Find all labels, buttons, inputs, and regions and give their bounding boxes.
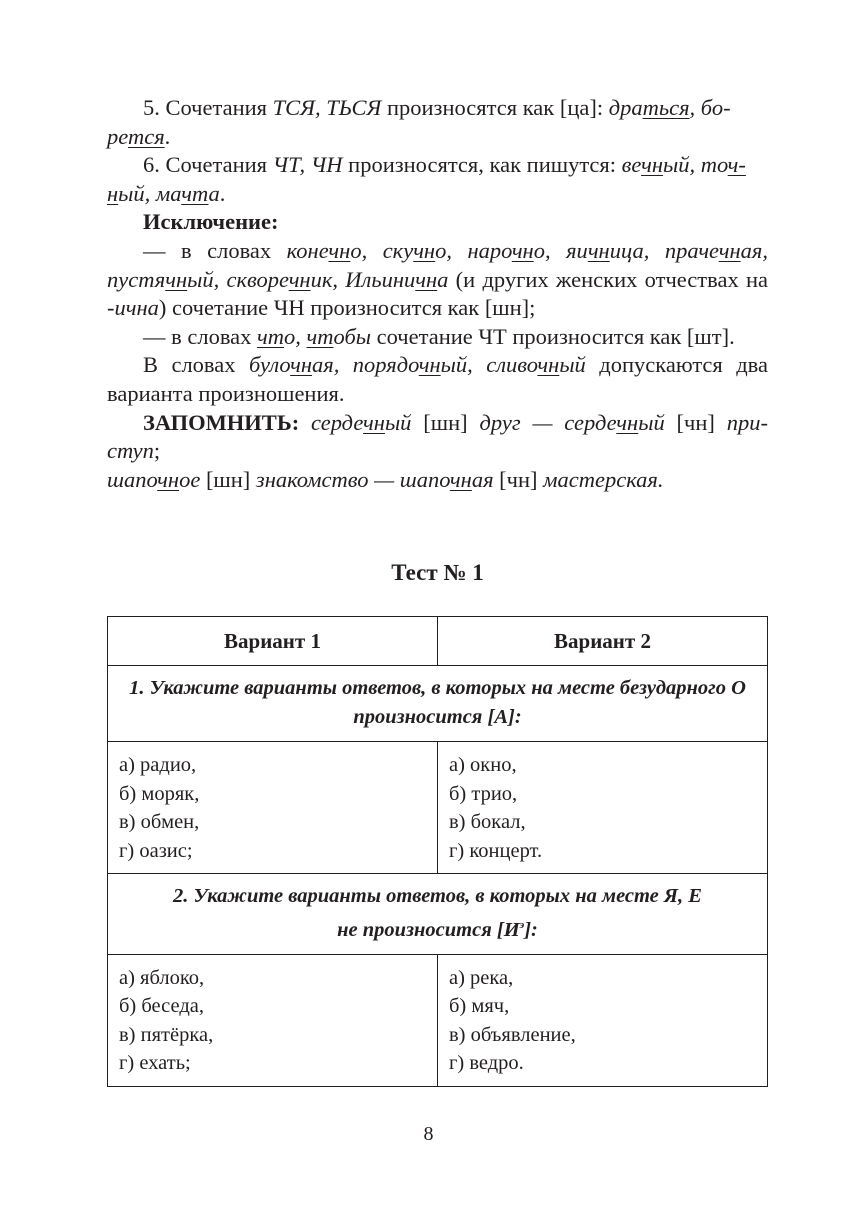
list-item: а) яблоко, (119, 966, 205, 989)
list-item: а) радио, (119, 754, 197, 776)
answers-v1-q1 (108, 742, 438, 874)
rule-7: В словах булочная, порядочный, сливочный допускаются два варианта произношения. (107, 352, 768, 406)
list-item: в) пятёрка, (119, 1023, 214, 1046)
col-variant-1: Вариант 1 (108, 617, 438, 666)
answer-row (108, 742, 768, 874)
remember-1: ЗАПОМНИТЬ: сердечный [шн] друг — сердечный [чн] при-ступ; (107, 409, 769, 464)
test-title: Тест № 1 (391, 560, 484, 585)
list-item: г) ехать; (119, 1052, 191, 1075)
list-item: в) бокал, (449, 811, 526, 833)
answers-v2-q1 (438, 742, 768, 874)
page-number: 8 (423, 1123, 434, 1145)
exception-heading: Исключение: (143, 209, 279, 235)
list-item: г) концерт. (449, 839, 543, 862)
test-table (107, 616, 768, 1087)
header-row (108, 617, 768, 666)
answers-v1-q2 (108, 954, 438, 1086)
remember-2: шапочное [шн] знакомство — шапочная [чн] мастерская. (107, 466, 664, 492)
list-item: г) оазис; (119, 839, 193, 862)
list-item: а) окно, (449, 754, 517, 776)
question-row (108, 666, 768, 742)
rule-5: 5. Сочетания ТСЯ, ТЬСЯ произносятся как [ца]: драться, бо- рется. (107, 95, 731, 149)
text-body (107, 94, 768, 494)
exception-2: — в словах что, чтобы сочетание ЧТ произносится как [шт]. (143, 323, 735, 349)
rule-6: 6. Сочетания ЧТ, ЧН произносятся, как пишутся: вечный, точ- ный, мачта. (107, 152, 746, 206)
question-2: 2. Укажите варианты ответов, в которых на месте Я, Е не произносится $[И^э]$: (108, 874, 768, 955)
question-1: 1. Укажите варианты ответов, в которых на месте безударного О произносится [А]: (108, 666, 768, 742)
question-row (108, 874, 768, 955)
list-item: г) ведро. (449, 1052, 524, 1075)
list-item: б) моряк, (119, 782, 200, 805)
list-item: в) обмен, (119, 811, 200, 833)
answer-row (108, 954, 768, 1086)
list-item: б) трио, (449, 782, 518, 805)
answers-v2-q2 (438, 954, 768, 1086)
list-item: б) беседа, (119, 995, 204, 1018)
list-item: б) мяч, (449, 995, 510, 1018)
list-item: в) объявление, (449, 1023, 576, 1046)
exception-1: — в словах конечно, скучно, нарочно, яичница, прачечная, пустячный, скворечник, Ильинична (и других женских отчествах на -ична) сочетание ЧН произносится как [шн]; (107, 237, 768, 321)
col-variant-2: Вариант 2 (438, 617, 768, 666)
list-item: а) река, (449, 966, 514, 989)
